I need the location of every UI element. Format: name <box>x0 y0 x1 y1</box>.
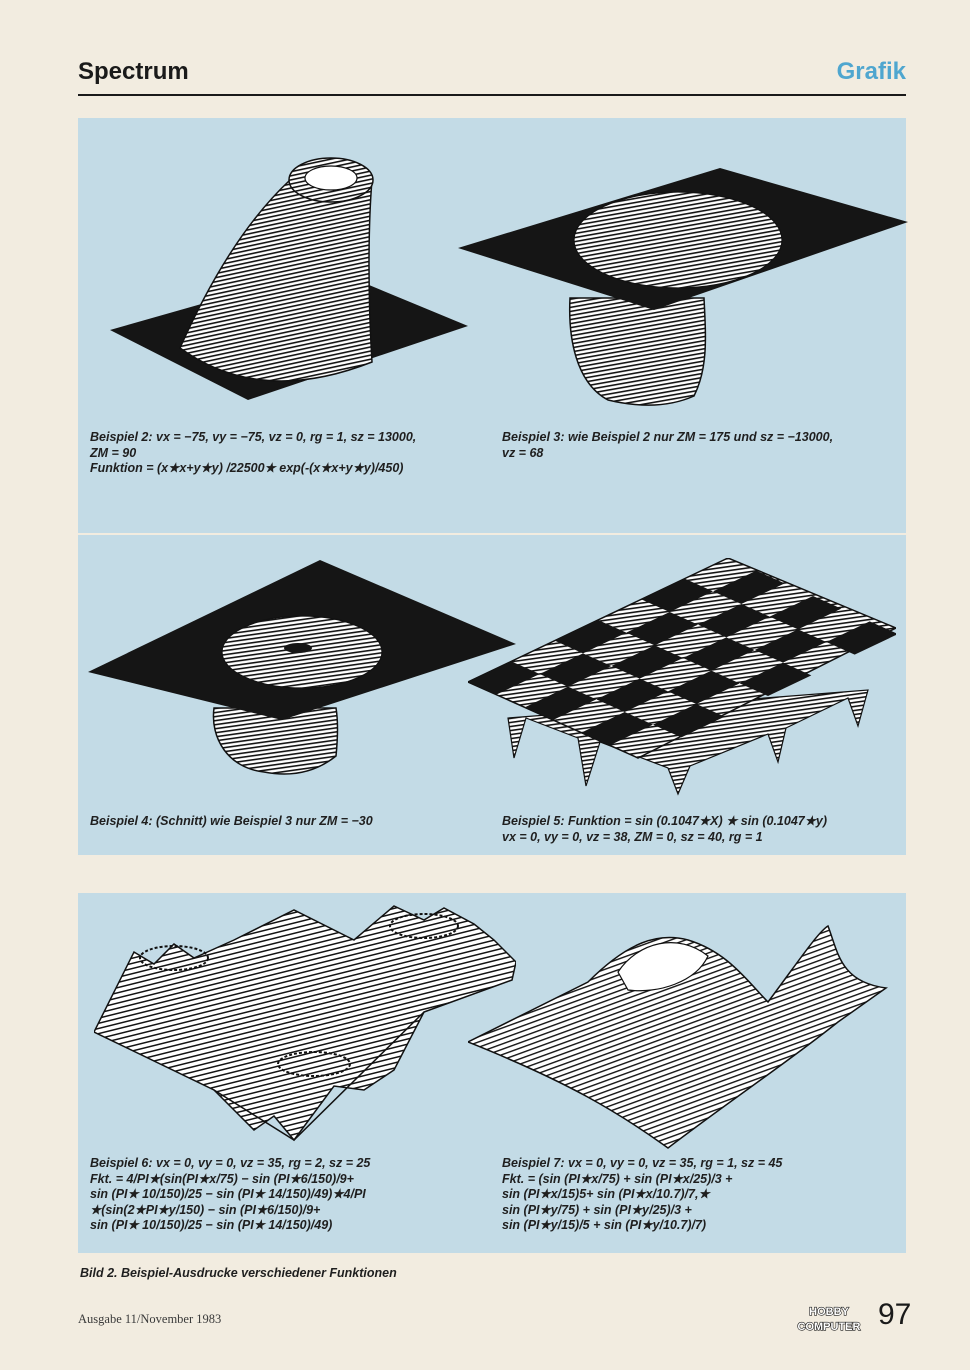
caption-beispiel-7: Beispiel 7: vx = 0, vy = 0, vz = 35, rg = 1, sz = 45 Fkt. = (sin (PI★x/75) + sin (PI★x/25)/3 + sin (PI★x/15)5+ sin (PI★x/10.7)/7,★ sin (PI★y/75) + sin (PI★y/25)/3 + sin (PI★y/15)/5 + sin (PI★y/10.7)/7) <box>502 1156 783 1232</box>
logo-text-top: HOBBY <box>809 1306 849 1318</box>
caption-beispiel-6: Beispiel 6: vx = 0, vy = 0, vz = 35, rg = 2, sz = 25 Fkt. = 4/PI★(sin(PI★x/75) − sin (PI★6/150)/9+ sin (PI★ 10/150)/25 − sin (PI★ 14/150)/49)★4/PI ★(sin(2★PI★y/150) − sin (PI★6/150)/9+ sin (PI★ 10/150)/25 − sin (PI★ 14/150)/49) <box>90 1156 371 1232</box>
caption-beispiel-4: Beispiel 4: (Schnitt) wie Beispiel 3 nur ZM = −30 <box>90 814 373 828</box>
hobby-computer-logo <box>790 1302 868 1334</box>
section-title: Spectrum <box>78 58 189 85</box>
wavy-terrain-surface-plot-icon <box>94 900 516 1150</box>
section-category: Grafik <box>836 58 906 85</box>
logo-text-bottom: COMPUTER <box>797 1321 861 1333</box>
caption-beispiel-5: Beispiel 5: Funktion = sin (0.1047★X) ★ sin (0.1047★y) vx = 0, vy = 0, vz = 38, ZM = 0, sz = 40, rg = 1 <box>502 814 828 844</box>
header-rule <box>78 94 906 96</box>
figure-caption: Bild 2. Beispiel-Ausdrucke verschiedener Funktionen <box>80 1266 397 1280</box>
saddle-surface-plot-icon <box>468 912 888 1156</box>
sunken-cylinder-surface-plot-icon <box>458 168 908 412</box>
checkerboard-sine-surface-plot-icon <box>468 558 896 798</box>
issue-footer: Ausgabe 11/November 1983 <box>78 1312 222 1326</box>
caption-beispiel-2: Beispiel 2: vx = −75, vy = −75, vz = 0, rg = 1, sz = 13000, ZM = 90 Funktion = (x★x+y★y) /22500★ exp(-(x★x+y★y)/450) <box>90 430 417 475</box>
truncated-cone-surface-plot-icon <box>110 148 470 420</box>
ring-crater-surface-plot-icon <box>88 560 516 790</box>
page-number: 97 <box>878 1298 912 1331</box>
caption-beispiel-3: Beispiel 3: wie Beispiel 2 nur ZM = 175 und sz = −13000, vz = 68 <box>502 430 834 460</box>
page-header <box>78 58 906 98</box>
